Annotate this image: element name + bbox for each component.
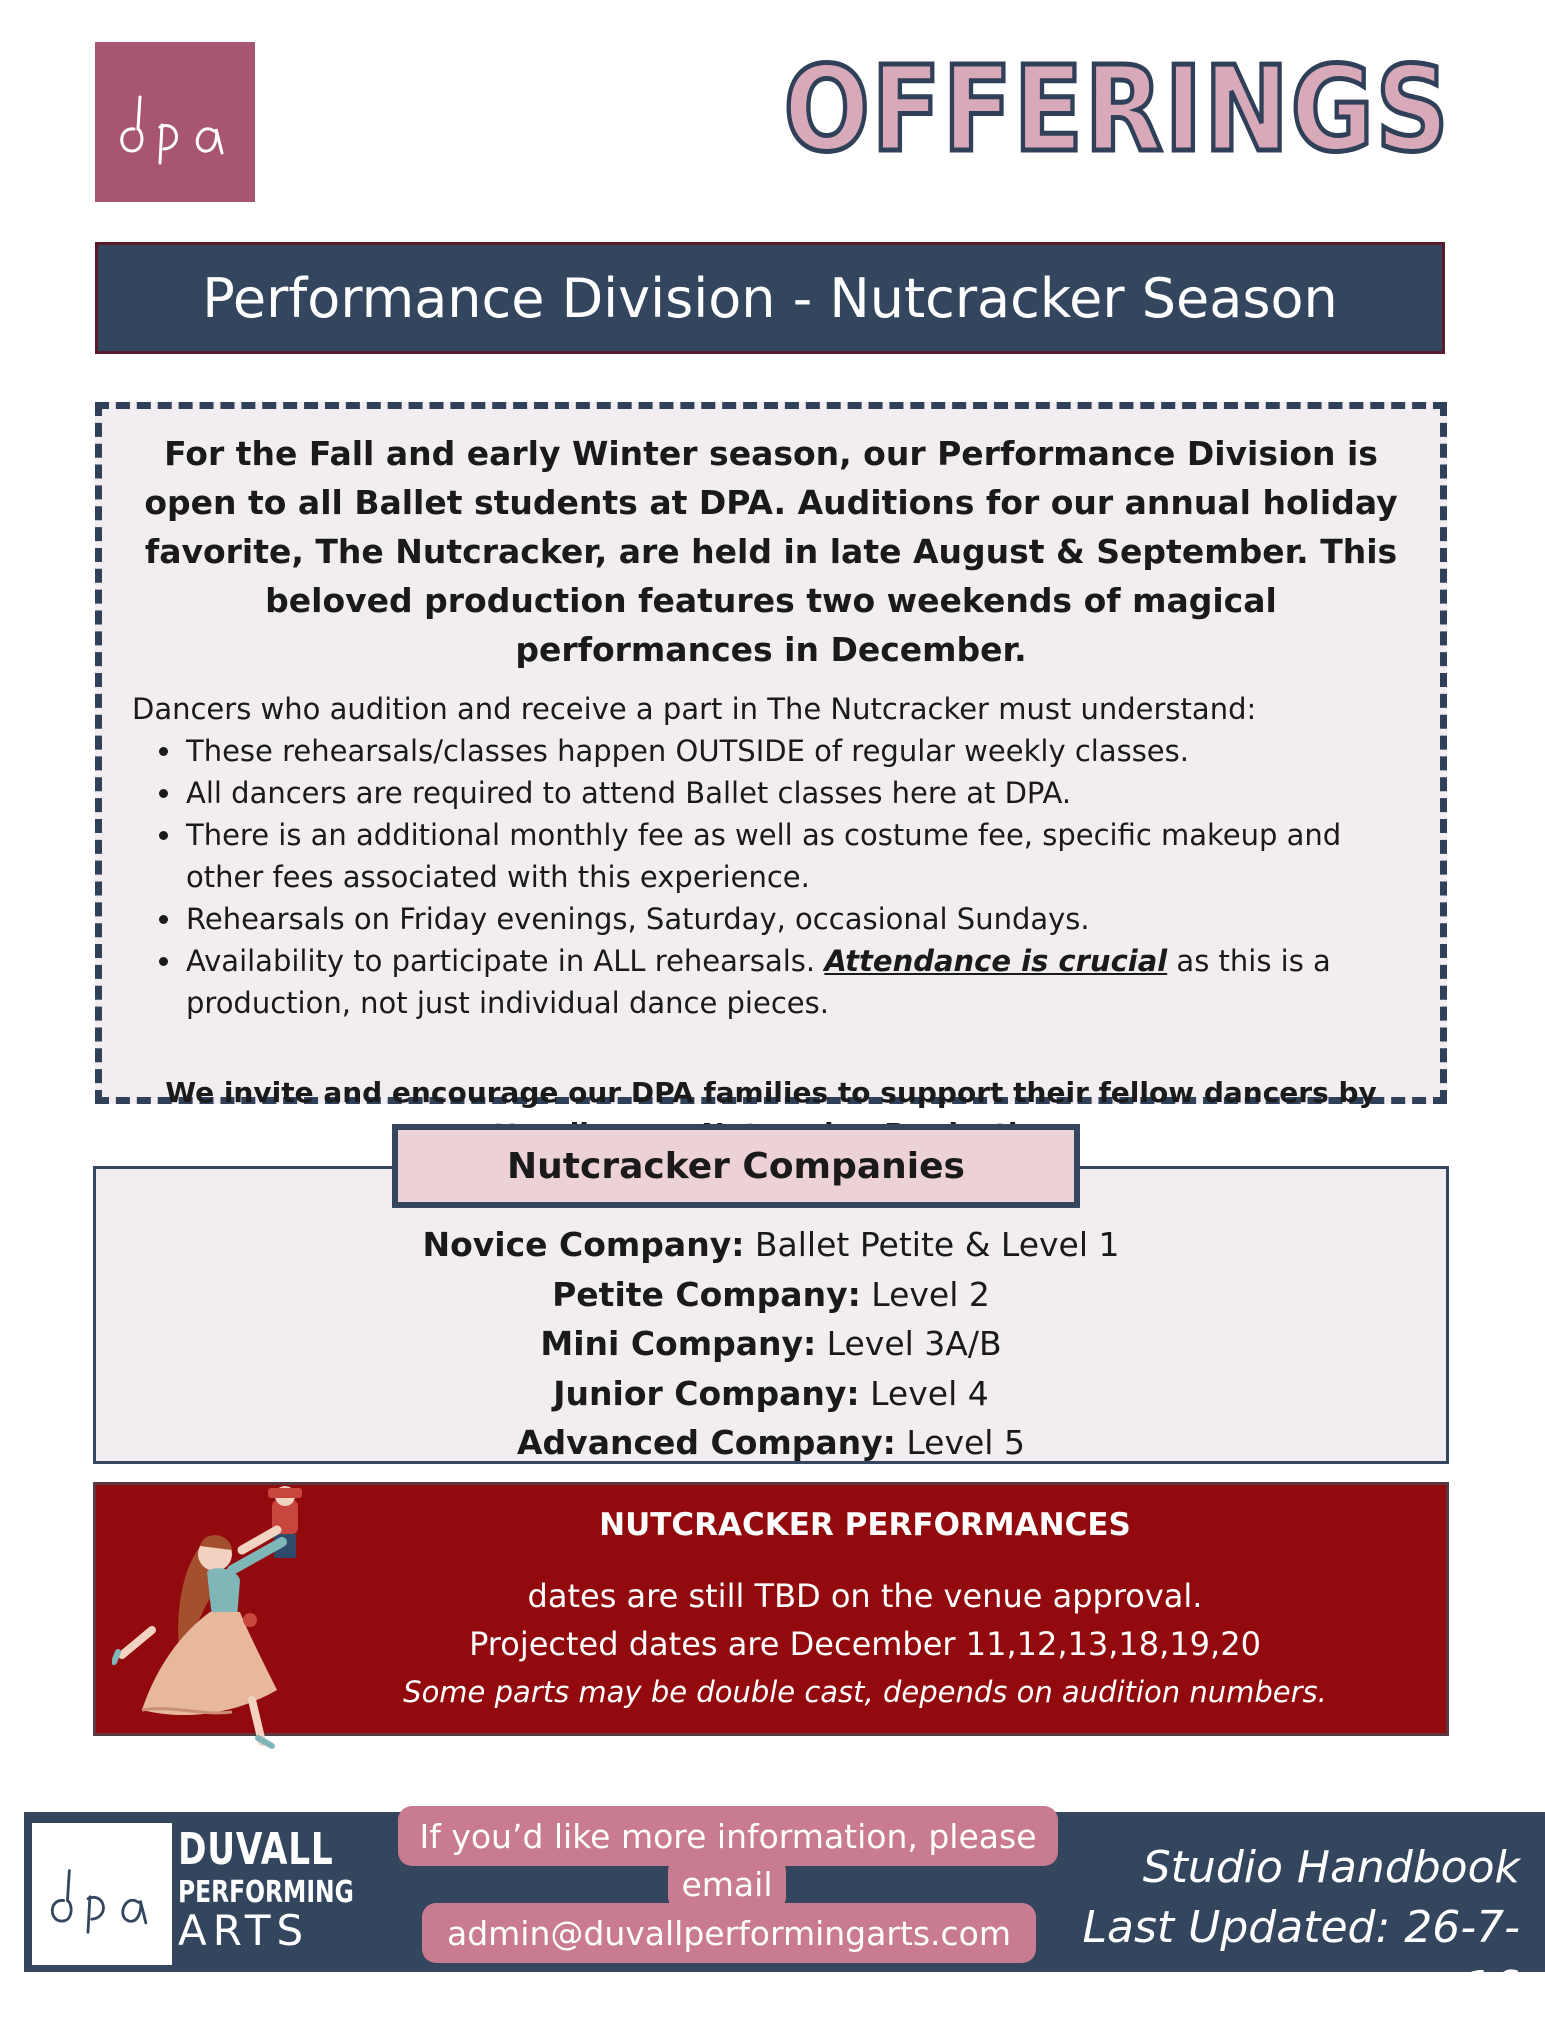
- footer-logo-script: [40, 1852, 164, 1936]
- brand-line2: PERFORMING: [178, 1875, 354, 1910]
- performances-text: [360, 1500, 1370, 1716]
- company-name: Novice Company:: [422, 1225, 745, 1264]
- list-item: • All dancers are required to attend Ballet classes here at DPA.: [184, 772, 1410, 814]
- dancer-illustration: [112, 1480, 342, 1750]
- footer-logo: [32, 1823, 172, 1965]
- company-name: Mini Company:: [540, 1324, 817, 1363]
- company-level: Level 3A/B: [816, 1324, 1002, 1363]
- intro-text: For the Fall and early Winter season, our Performance Division is open to all Ballet students at DPA. Auditions for our annual holiday favorite, The Nutcracker, are held in late August & September. This beloved production features two weekends of magical performances in December.: [144, 434, 1398, 669]
- company-name: Junior Company:: [553, 1373, 860, 1413]
- company-name: Petite Company:: [552, 1274, 861, 1314]
- companies-list: [93, 1220, 1449, 1468]
- company-row: [93, 1220, 1449, 1270]
- contact-line2: email: [668, 1857, 786, 1911]
- company-row: [93, 1369, 1449, 1419]
- dpa-logo-script: [110, 77, 240, 167]
- contact-email-link[interactable]: admin@duvallperformingarts.com: [422, 1903, 1036, 1963]
- attendance-emphasis: Attendance is crucial: [824, 944, 1168, 978]
- company-row: [93, 1270, 1449, 1320]
- footer-brand: [178, 1824, 403, 1955]
- company-row: [93, 1319, 1449, 1369]
- companies-title: Nutcracker Companies: [507, 1145, 965, 1187]
- brand-line1: DUVALL: [178, 1824, 334, 1875]
- list-item: • These rehearsals/classes happen OUTSIDE of regular weekly classes.: [184, 730, 1410, 772]
- list-item: • There is an additional monthly fee as well as costume fee, specific makeup and other fees associated with this experience.: [184, 814, 1410, 898]
- company-level: Level 2: [860, 1274, 990, 1314]
- performances-note: Some parts may be double cast, depends on audition numbers.: [403, 1675, 1327, 1709]
- contact-line1: If you’d like more information, please: [398, 1806, 1058, 1866]
- page-heading: OFFERINGS: [783, 40, 1450, 178]
- requirements-list: [132, 730, 1410, 1024]
- info-box: [95, 402, 1447, 1109]
- company-level: Level 4: [859, 1373, 989, 1413]
- company-level: Level 5: [895, 1423, 1025, 1462]
- performances-line1: dates are still TBD on the venue approval.: [527, 1577, 1203, 1615]
- list-item: [184, 940, 1410, 1024]
- performances-title: NUTCRACKER PERFORMANCES: [599, 1507, 1131, 1543]
- lead-text: Dancers who audition and receive a part in The Nutcracker must understand:: [132, 692, 1257, 726]
- handbook-title: Studio Handbook: [1142, 1842, 1520, 1893]
- section-title: Performance Division - Nutcracker Season: [202, 266, 1338, 330]
- brand-line3: ARTS: [178, 1906, 310, 1955]
- company-name: Advanced Company:: [517, 1423, 896, 1462]
- performances-line2: Projected dates are December 11,12,13,18,19,20: [469, 1625, 1261, 1663]
- handbook-info: [1040, 1838, 1520, 2018]
- invite-text: We invite and encourage our DPA families to support their fellow dancers by: [165, 1076, 1377, 1109]
- bullet5-pre: Availability to participate in ALL rehearsals.: [186, 944, 825, 978]
- dpa-logo: [95, 42, 255, 202]
- company-level: Ballet Petite & Level 1: [744, 1225, 1120, 1264]
- companies-title-tab: [392, 1124, 1080, 1208]
- section-title-bar: [95, 242, 1445, 354]
- last-updated: Last Updated: 26-7-16: [1082, 1902, 1520, 2013]
- company-row: [93, 1418, 1449, 1468]
- list-item: • Rehearsals on Friday evenings, Saturday, occasional Sundays.: [184, 898, 1410, 940]
- bullet5-post: as this is a production, not just individual dance pieces.: [186, 944, 1331, 1020]
